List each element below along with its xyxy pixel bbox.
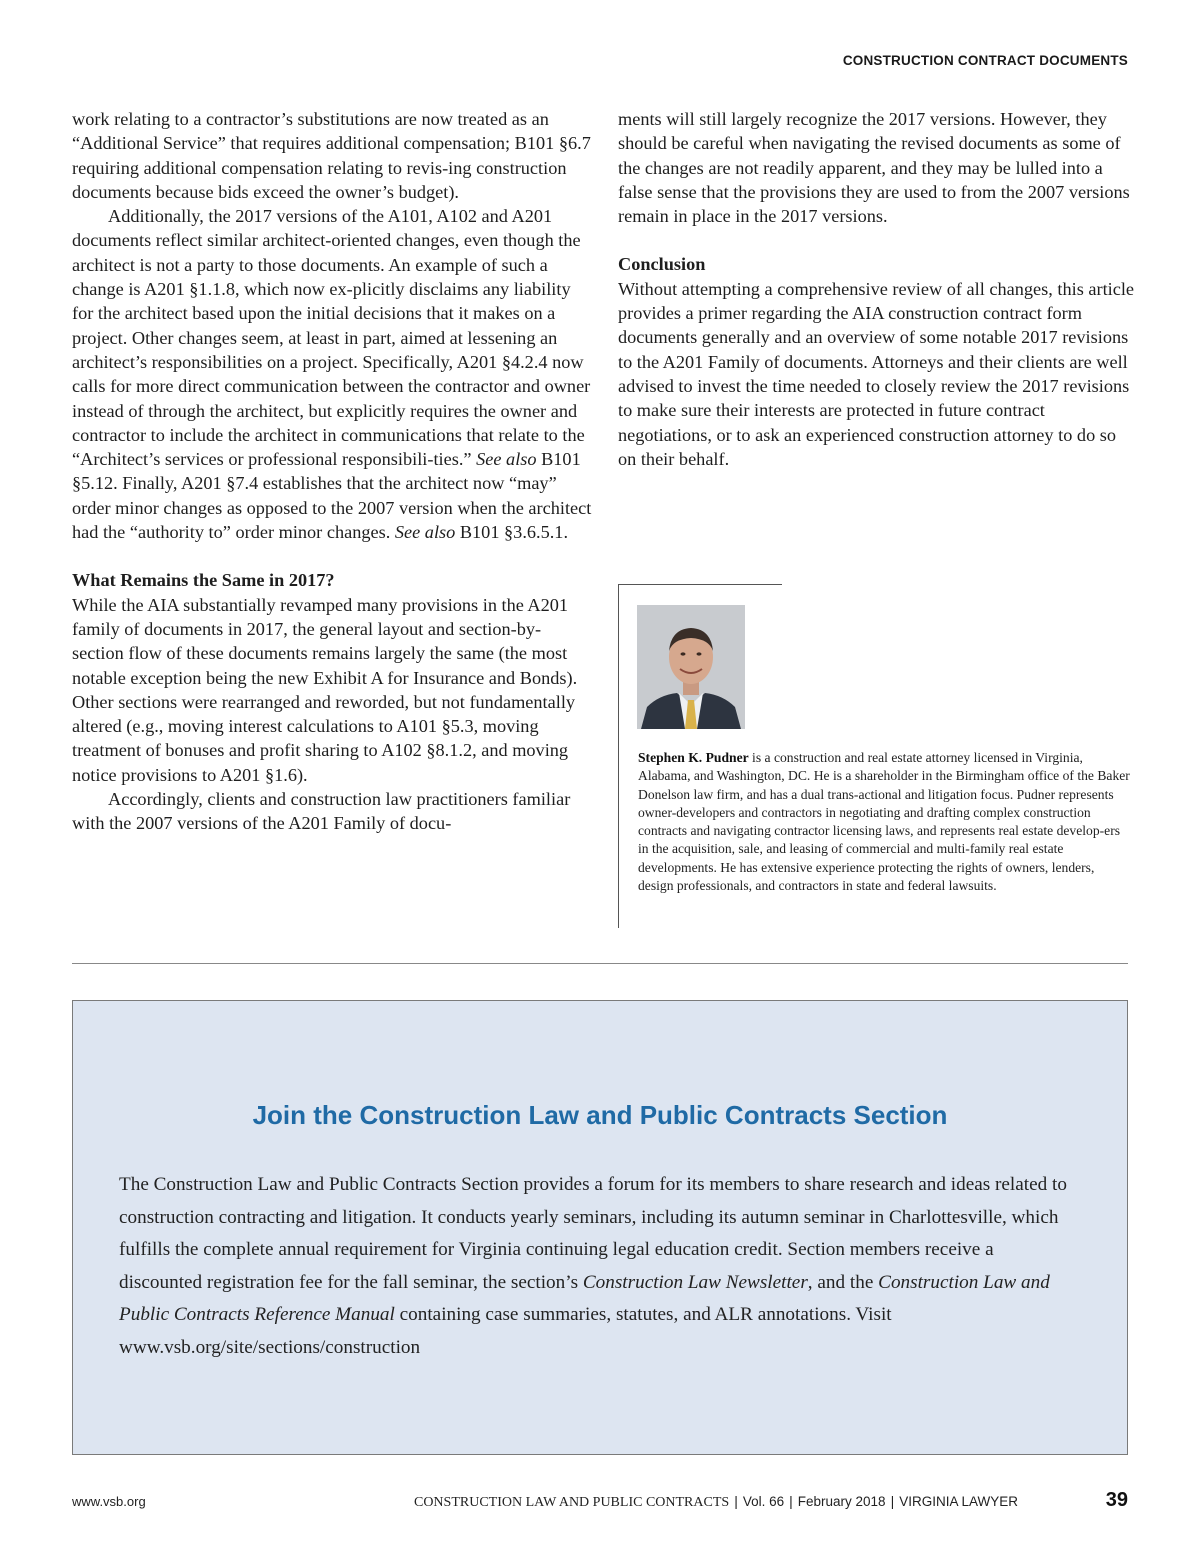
left-paragraph-3: While the AIA substantially revamped many provisions in the A201 family of documents in 2017, the general layout and section-by-section flow of these documents remains largely the same (the most notable exception being the new Exhibit A for Insurance and Bonds). Other sections were rearranged and reworded, but not fundamentally altered (e.g., moving interest calculations to A101 §5.3, moving treatment of bonuses and profit sharing to A102 §8.1.2, and moving notice provisions to A201 §1.6). [72, 594, 578, 785]
left-paragraph-4: Accordingly, clients and construction law practitioners familiar with the 2007 versions of the A201 Family of docu- [72, 789, 571, 834]
footer-separator: | [789, 1493, 793, 1509]
promo-body-part-b: , and the [807, 1271, 879, 1293]
section-heading-conclusion: Conclusion [618, 254, 706, 275]
author-bio [638, 749, 1130, 895]
bio-top-rule [618, 584, 782, 585]
right-paragraph-2: Without attempting a comprehensive review of all changes, this article provides a primer regarding the AIA construction contract form documents generally and an overview of some notable 2017 revisions to the A201 Family of documents. Attorneys and their clients are well advised to invest the time needed to closely review the 2017 revisions to make sure their interests are protected in future contract negotiations, or to ask an experienced construction attorney to do so on their behalf. [618, 278, 1135, 469]
promo-body [119, 1169, 1079, 1364]
reference-manual-title: Construction Law and Public Contracts Reference Manual [119, 1271, 1050, 1325]
see-also-2: See also [394, 522, 456, 543]
newsletter-title: Construction Law Newsletter [582, 1271, 808, 1293]
footer-separator: | [890, 1493, 895, 1509]
membership-promo-box [72, 1000, 1128, 1455]
left-paragraph-2-part-b: B101 §5.12. Finally, A201 §7.4 establishes that the architect now “may” order minor changes as opposed to the 2007 version when the architect had the “authority to” order minor changes. [72, 449, 592, 543]
author-name: Stephen K. Pudner [638, 750, 749, 765]
promo-body-part-c: containing case summaries, statutes, and ALR annotations. Visit www.vsb.org/site/sections/construction [119, 1304, 892, 1358]
left-paragraph-1: work relating to a contractor’s substitutions are now treated as an “Additional Service” that requires additional compensation; B101 §6.7 requiring additional compensation relating to revis-ing construction documents because bids exceed the owner’s budget). [72, 109, 591, 202]
author-bio-text: is a construction and real estate attorney licensed in Virginia, Alabama, and Washington, DC. He is a shareholder in the Birmingham office of the Baker Donelson law firm, and has a dual trans-actional and litigation focus. Pudner represents owner-developers and contractors in negotiating and drafting complex construction contracts and navigating contractor licensing laws, and represents real estate develop-ers in the acquisition, sale, and leasing of commercial and multi-family real estate developments. He has extensive experience protecting the rights of owners, lenders, design professionals, and contractors in state and federal lawsuits. [638, 750, 1130, 894]
see-also-1: See also [476, 449, 537, 470]
left-paragraph-2-part-a: Additionally, the 2017 versions of the A101, A102 and A201 documents reflect similar architect-oriented changes, even though the architect is not a party to those documents. An example of such a change is A201 §1.1.8, which now ex-plicitly disclaims any liability for the architect based upon the initial decisions that it makes on a project. Other changes seem, at least in part, aimed at lessening an architect’s responsibilities on a project. Specifically, A201 §4.2.4 now calls for more direct communication between the contractor and owner instead of through the architect, but explicitly requires the owner and contractor to include the architect in communications that relate to the “Architect’s services or professional responsibili-ties.” [72, 206, 591, 470]
bio-side-rule [618, 584, 619, 928]
footer-publication: VIRGINIA LAWYER [899, 1494, 1018, 1509]
running-head: CONSTRUCTION CONTRACT DOCUMENTS [842, 53, 1128, 68]
section-divider [72, 963, 1128, 964]
promo-title: Join the Construction Law and Public Contracts Section [252, 1100, 948, 1130]
footer-section: CONSTRUCTION LAW AND PUBLIC CONTRACTS [413, 1495, 730, 1510]
left-paragraph-2 [72, 204, 592, 544]
footer-separator: | [734, 1493, 738, 1509]
left-column [72, 107, 592, 836]
footer-info [414, 1493, 1018, 1511]
section-heading-remains: What Remains the Same in 2017? [72, 570, 335, 591]
page-number: 39 [1105, 1489, 1128, 1511]
footer-date: February 2018 [797, 1494, 886, 1509]
footer-url: www.vsb.org [72, 1494, 146, 1509]
promo-body-part-a: The Construction Law and Public Contracts Section provides a forum for its members to share research and ideas related to construction contracting and litigation. It conducts yearly seminars, including its autumn seminar in Charlottesville, which fulfills the complete annual requirement for Virginia continuing legal education credit. Section members receive a discounted registration fee for the fall seminar, the section’s [119, 1174, 1067, 1293]
right-paragraph-1: ments will still largely recognize the 2017 versions. However, they should be careful when navigating the revised documents as some of the changes are not readily apparent, and they may be lulled into a false sense that the provisions they are used to from the 2007 versions remain in place in the 2017 versions. [618, 109, 1130, 227]
left-paragraph-2-part-c: B101 §3.6.5.1. [455, 522, 569, 543]
right-column [618, 107, 1138, 471]
author-photo [637, 605, 745, 729]
footer-volume: Vol. 66 [742, 1494, 785, 1509]
